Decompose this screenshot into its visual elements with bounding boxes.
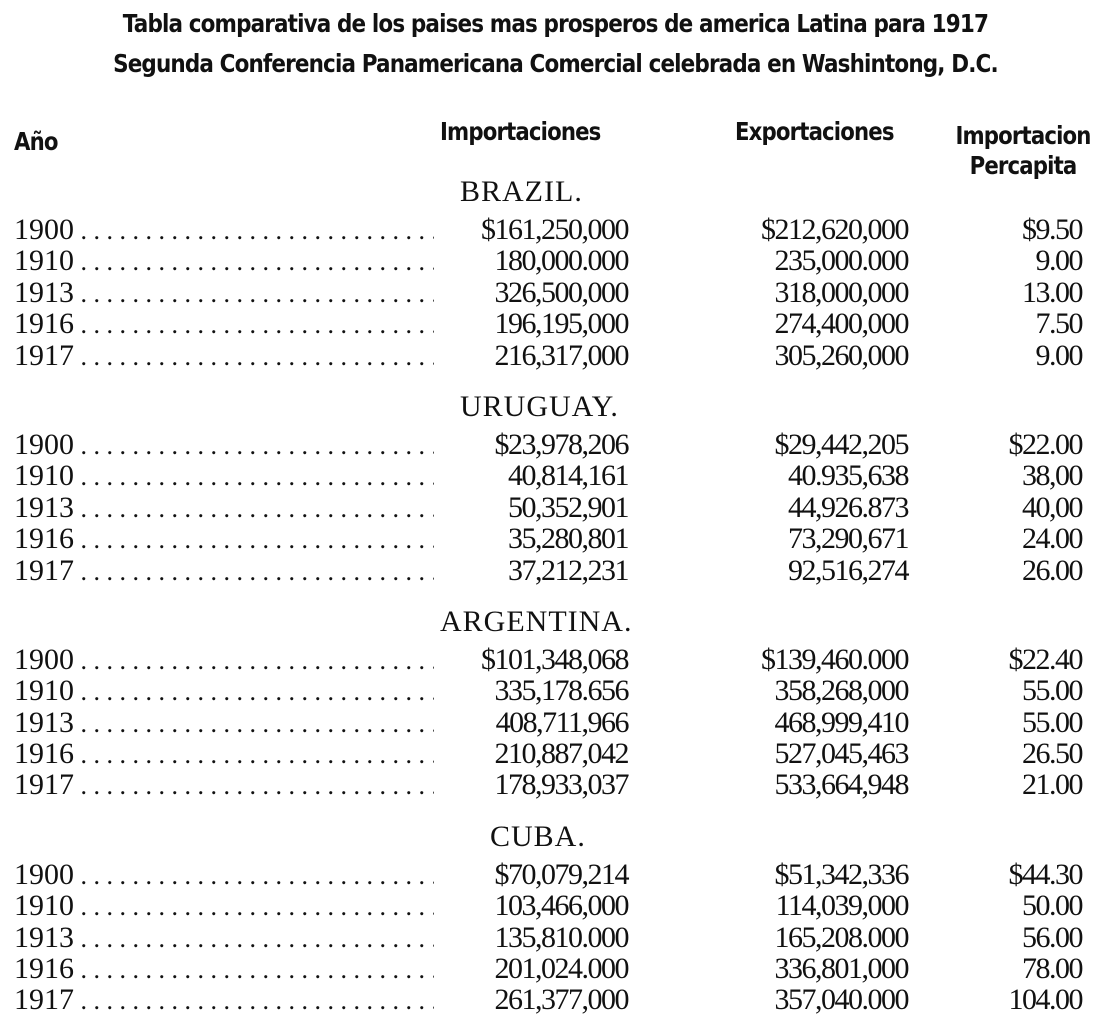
imports-cell: 335,178.656 [494,674,628,708]
table-row [0,644,1111,675]
exports-cell: $51,342,336 [774,857,908,891]
per-capita-cell: 55.00 [1022,705,1082,739]
per-capita-cell: $9.50 [1022,213,1082,246]
imports-cell: 135,810.000 [494,920,628,954]
table-row [0,429,1111,460]
year-cell: 1913 . . . [14,277,434,309]
document-title [78,4,1033,84]
table-row [0,555,1111,586]
imports-cell: 103,466,000 [494,889,628,923]
table-row [0,277,1111,308]
table-row [0,675,1111,706]
per-capita-header-line-1: Importacion [955,121,1091,150]
year-cell: 1910 . . . [14,245,434,277]
country-heading: URUGUAY. [460,389,619,423]
exports-cell: 305,260,000 [774,338,908,372]
per-capita-cell: 24.00 [1022,522,1082,556]
year-cell: 1913 . . . [14,707,434,739]
year-cell: 1913 . . . [14,922,434,954]
per-capita-cell: 55.00 [1022,674,1082,708]
imports-cell: 37,212,231 [508,553,628,587]
imports-cell: 178,933,037 [494,768,628,802]
per-capita-cell: $22.00 [1008,427,1082,461]
exports-cell: $29,442,205 [774,427,908,461]
year-cell: 1910 . . . [14,460,434,492]
per-capita-cell: 56.00 [1022,920,1082,954]
table-row [0,984,1111,1015]
imports-cell: 196,195,000 [494,307,628,341]
imports-cell: 216,317,000 [494,338,628,372]
per-capita-cell: 26.50 [1022,737,1082,771]
exports-cell: 358,268,000 [774,674,908,708]
table-row [0,460,1111,491]
exports-cell: 165,208.000 [774,920,908,954]
year-cell: 1900 . . . [14,429,434,461]
year-cell: 1900 . . . [14,859,434,891]
imports-cell: 261,377,000 [494,983,628,1017]
imports-cell: $23,978,206 [494,427,628,461]
table-row [0,738,1111,769]
imports-cell: 50,352,901 [508,490,628,524]
year-cell: 1910 . . . [14,675,434,707]
year-cell: 1917 . . . [14,555,434,587]
exports-cell: 235,000.000 [774,244,908,278]
exports-cell: 44,926.873 [788,490,908,524]
table-row [0,890,1111,921]
comparison-table [0,170,1111,1016]
per-capita-cell: 7.50 [1035,307,1082,341]
year-cell: 1913 . . . [14,492,434,524]
exports-cell: 468,999,410 [774,705,908,739]
exports-cell: $139,460.000 [761,642,908,676]
imports-cell: 210,887,042 [494,737,628,771]
per-capita-cell: 9.00 [1035,338,1082,372]
year-cell: 1916 . . . [14,308,434,340]
exports-cell: 318,000,000 [774,275,908,309]
exports-cell: 274,400,000 [774,307,908,341]
imports-cell: 408,711,966 [495,705,628,739]
table-row [0,859,1111,890]
year-cell: 1916 . . . [14,738,434,770]
exports-cell: 336,801,000 [774,952,908,986]
year-cell: 1916 . . . [14,953,434,985]
exports-cell: 40.935,638 [788,459,908,493]
table-row [0,245,1111,276]
year-cell: 1900 . . . [14,644,434,676]
exports-cell: $212,620,000 [761,213,908,246]
per-capita-cell: $22.40 [1008,642,1082,676]
imports-cell: $161,250,000 [481,213,628,246]
exports-cell: 114,039,000 [775,889,908,923]
table-row [0,340,1111,371]
table-row [0,922,1111,953]
per-capita-cell: 40,00 [1022,490,1082,524]
country-heading: BRAZIL. [460,175,583,208]
imports-cell: 201,024.000 [494,952,628,986]
year-cell: 1916 . . . [14,523,434,555]
table-row [0,492,1111,523]
per-capita-cell: 38,00 [1022,459,1082,493]
per-capita-cell: 26.00 [1022,553,1082,587]
exports-column-header: Exportaciones [735,117,894,146]
exports-cell: 527,045,463 [774,737,908,771]
title-line-2: Segunda Conferencia Panamericana Comercial celebrada en Washintong, D.C. [113,49,998,78]
per-capita-header-line-2: Percapita [969,151,1077,180]
imports-column-header: Importaciones [440,117,601,146]
per-capita-cell: 9.00 [1035,244,1082,278]
title-line-1: Tabla comparativa de los paises mas prosperos de america Latina para 1917 [122,9,989,38]
year-cell: 1917 . . . [14,984,434,1016]
year-cell: 1910 . . . [14,890,434,922]
per-capita-cell: 78.00 [1022,952,1082,986]
exports-cell: 73,290,671 [788,522,908,556]
per-capita-cell: 13.00 [1022,275,1082,309]
year-cell: 1900 . . . [14,214,434,246]
country-heading: ARGENTINA. [440,604,633,638]
imports-cell: $101,348,068 [481,642,628,676]
year-cell: 1917 . . . [14,340,434,372]
table-row [0,707,1111,738]
table-row [0,523,1111,554]
per-capita-cell: $44.30 [1008,857,1082,891]
imports-cell: 180,000.000 [494,244,628,278]
imports-cell: 40,814,161 [508,459,628,493]
per-capita-cell: 21.00 [1022,768,1082,802]
imports-cell: 326,500,000 [494,275,628,309]
year-column-header: Año [14,127,58,156]
imports-cell: $70,079,214 [494,857,628,891]
table-row [0,953,1111,984]
imports-cell: 35,280,801 [508,522,628,556]
exports-cell: 92,516,274 [788,553,908,587]
per-capita-cell: 104.00 [1008,983,1082,1017]
table-row [0,769,1111,800]
exports-cell: 357,040.000 [774,983,908,1017]
country-heading: CUBA. [490,819,586,853]
year-cell: 1917 . . . [14,769,434,801]
per-capita-cell: 50.00 [1022,889,1082,923]
table-row [0,214,1111,245]
table-row [0,308,1111,339]
exports-cell: 533,664,948 [774,768,908,802]
